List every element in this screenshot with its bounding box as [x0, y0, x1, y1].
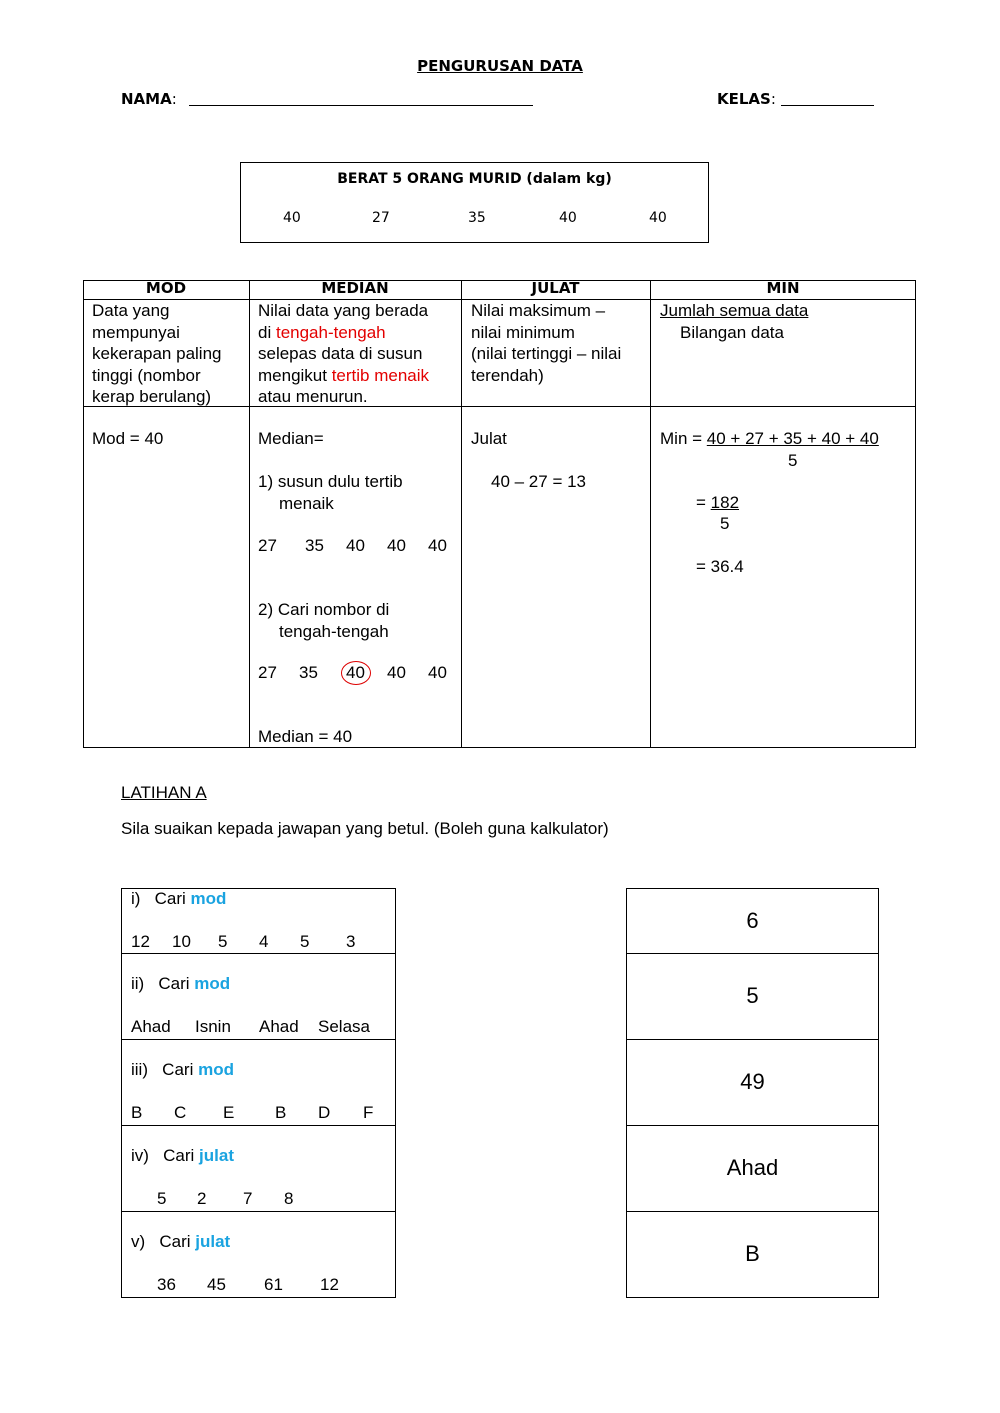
min-step2-denominator: 5 — [720, 514, 730, 533]
data-value: 40 — [283, 210, 301, 226]
median-label: Median= — [258, 429, 324, 448]
data-value: 40 — [559, 210, 577, 226]
julat-definition: Nilai maksimum – nilai minimum (nilai tertinggi – nilai terendah) — [471, 301, 622, 385]
latihan-title: LATIHAN A — [121, 783, 207, 802]
answer-card[interactable]: 49 — [626, 1039, 879, 1126]
data-box-title: BERAT 5 ORANG MURID (dalam kg) — [337, 171, 612, 187]
data-value: 40 — [649, 210, 667, 226]
nama-field[interactable] — [189, 105, 533, 106]
header-julat: JULAT — [531, 279, 580, 297]
data-box — [240, 162, 709, 243]
min-calc-denominator: 5 — [788, 451, 798, 470]
median-definition: Nilai data yang berada di tengah-tengah selepas data di susun mengikut tertib menaik atau menurun. — [258, 301, 430, 406]
header-mod: MOD — [145, 279, 187, 297]
latihan-instruction: Sila suaikan kepada jawapan yang betul. (Boleh guna kalkulator) — [121, 819, 609, 838]
nama-label: NAMA: — [121, 90, 177, 108]
mod-definition: Data yang mempunyai kekerapan paling tinggi (nombor kerap berulang) — [92, 301, 222, 406]
header-min: MIN — [766, 279, 800, 297]
question-card[interactable]: ii) Cari mod Ahad Isnin Ahad Selasa — [121, 953, 396, 1040]
header-median: MEDIAN — [321, 279, 389, 297]
question-card[interactable]: iv) Cari julat 5 2 7 8 — [121, 1125, 396, 1212]
median-answer: Median = 40 — [258, 727, 353, 746]
median-step1: 1) susun dulu tertib menaik — [258, 472, 403, 513]
page-title: PENGURUSAN DATA — [417, 57, 583, 75]
kelas-field[interactable] — [781, 105, 874, 106]
answer-card[interactable]: Ahad — [626, 1125, 879, 1212]
min-result: = 36.4 — [696, 557, 744, 576]
question-card[interactable]: i) Cari mod 12 10 5 4 5 3 — [121, 888, 396, 954]
question-card[interactable]: v) Cari julat 36 45 61 12 — [121, 1211, 396, 1298]
answer-card[interactable]: 6 — [626, 888, 879, 954]
median-step2: 2) Cari nombor di tengah-tengah — [258, 600, 390, 641]
kelas-label: KELAS: — [717, 90, 776, 108]
min-step2: = 182 — [696, 493, 740, 512]
median-circle-mark — [341, 661, 371, 685]
concept-table: MOD MEDIAN JULAT MIN Data yang mempunyai kekerapan paling tinggi (nombor kerap berulang) Nilai data yang berada di tengah-tengah selepas data di susun mengikut tertib menaik atau menurun. Nilai maksimum – nilai minimum (nilai tertinggi – nilai terendah) Jumlah semua data Bilangan data Mod = 40 Median= 1) susun dulu tertib menaik 27 35 40 40 40 2) Cari nombor di tengah-tengah 27 35 40 40 40 Median = 40 Julat 40 – 27 = 13 Min = 40 + 27 + 35 + 40 + 40 5 = 182 5 = 36.4 — [83, 280, 916, 747]
question-card[interactable]: iii) Cari mod B C E B D F — [121, 1039, 396, 1126]
mod-example: Mod = 40 — [92, 429, 164, 448]
answer-card[interactable]: B — [626, 1211, 879, 1298]
min-definition: Jumlah semua data Bilangan data — [660, 301, 809, 342]
min-calc: Min = 40 + 27 + 35 + 40 + 40 — [660, 429, 879, 448]
answer-card[interactable]: 5 — [626, 953, 879, 1040]
julat-calc: 40 – 27 = 13 — [491, 472, 587, 491]
julat-label: Julat — [471, 429, 507, 448]
data-value: 35 — [468, 210, 486, 226]
data-value: 27 — [372, 210, 390, 226]
